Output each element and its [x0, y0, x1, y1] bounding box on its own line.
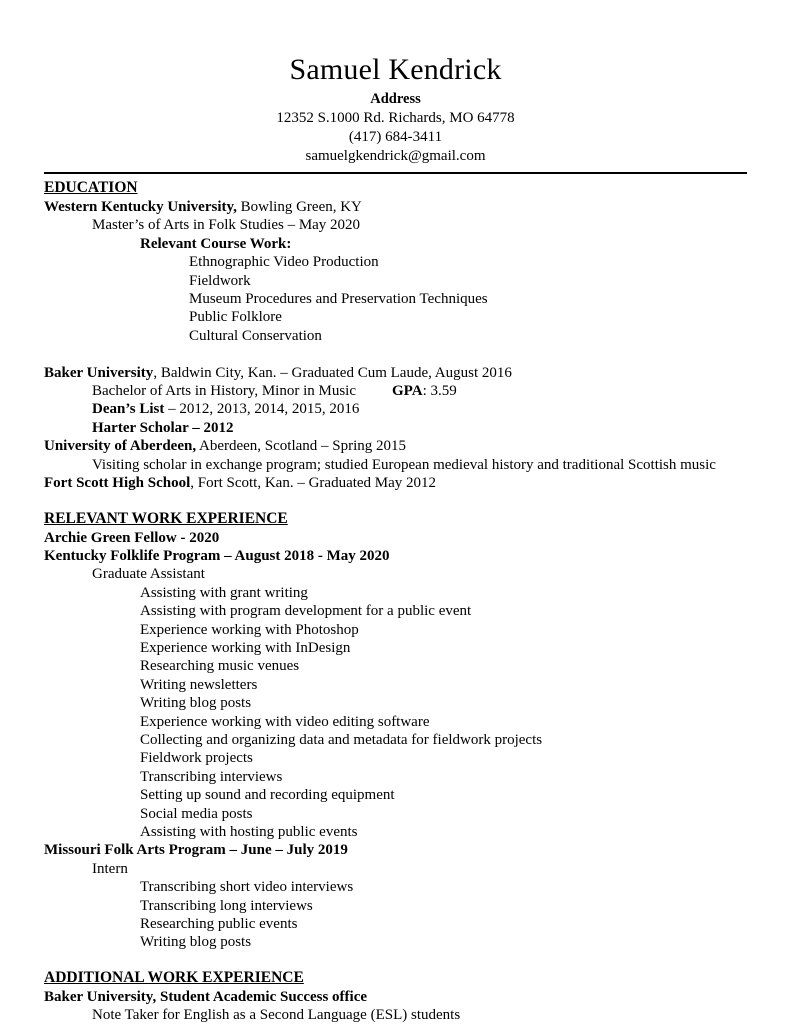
line-text: Cultural Conservation	[189, 327, 322, 344]
line-text: Transcribing short video interviews	[140, 879, 354, 896]
resume-line	[44, 841, 747, 859]
resume-line	[92, 216, 747, 234]
resume-line	[92, 456, 747, 474]
line-text: Visiting scholar in exchange program; studied European medieval history and traditional Scottish music	[92, 456, 716, 473]
resume-line	[140, 897, 747, 915]
line-text: Museum Procedures and Preservation Techniques	[189, 291, 488, 308]
line-text: Graduate Assistant	[92, 566, 205, 583]
line-text: Writing newsletters	[140, 676, 258, 693]
header-divider	[44, 172, 747, 174]
line-text: Transcribing interviews	[140, 768, 283, 785]
line-text: Aberdeen, Scotland – Spring 2015	[196, 438, 407, 455]
line-emphasis: Harter Scholar – 2012	[92, 419, 234, 436]
resume-sections	[44, 178, 747, 1025]
resume-line	[189, 253, 747, 271]
gpa-value: GPA: 3.59	[392, 383, 457, 400]
line-text: Writing blog posts	[140, 934, 252, 951]
phone-line: (417) 684-3411	[348, 129, 443, 145]
resume-line	[140, 768, 747, 786]
line-text: Bowling Green, KY	[236, 199, 362, 215]
line-emphasis: Fort Scott High School	[44, 475, 191, 492]
resume-line	[140, 235, 747, 253]
resume-line	[92, 565, 747, 583]
line-text: Master’s of Arts in Folk Studies – May 2020	[92, 217, 361, 234]
line-text: Fieldwork projects	[140, 750, 253, 767]
line-text: Note Taker for English as a Second Language (ESL) students	[92, 1007, 461, 1024]
resume-line	[92, 1006, 747, 1024]
resume-line	[140, 694, 747, 712]
line-text: Writing blog posts	[140, 695, 252, 712]
resume-line	[140, 786, 747, 804]
line-emphasis: Western Kentucky University,	[44, 199, 237, 215]
line-emphasis: Kentucky Folklife Program – August 2018 - May 2020	[44, 547, 390, 564]
resume-line	[92, 419, 747, 437]
line-text: Experience working with Photoshop	[140, 621, 359, 638]
line-emphasis: Relevant Course Work:	[140, 235, 292, 252]
section-spacer	[44, 952, 747, 966]
line-text: Experience working with InDesign	[140, 639, 351, 656]
resume-line	[189, 272, 747, 290]
resume-line	[140, 805, 747, 823]
section-heading: ADDITIONAL WORK EXPERIENCE	[44, 968, 304, 986]
line-text: Public Folklore	[189, 309, 282, 326]
resume-line	[189, 308, 747, 326]
line-text: Assisting with grant writing	[140, 584, 308, 601]
line-text: Collecting and organizing data and metadata for fieldwork projects	[140, 731, 543, 748]
line-text: Social media posts	[140, 805, 253, 822]
line-emphasis: Archie Green Fellow - 2020	[44, 529, 220, 546]
line-text: Assisting with hosting public events	[140, 824, 358, 840]
line-text: Experience working with video editing software	[140, 713, 430, 730]
resume-line	[140, 749, 747, 767]
section-spacer	[44, 493, 747, 507]
resume-line	[44, 198, 747, 216]
line-text: Setting up sound and recording equipment	[140, 787, 395, 804]
line-text: Ethnographic Video Production	[189, 254, 379, 271]
resume-line	[140, 584, 747, 602]
line-emphasis: Dean’s List	[92, 401, 165, 418]
line-text: , Fort Scott, Kan. – Graduated May 2012	[190, 475, 437, 492]
resume-line	[44, 529, 747, 547]
page-title: Samuel Kendrick	[289, 53, 502, 86]
resume-line	[92, 382, 747, 400]
resume-line	[140, 602, 747, 620]
resume-line	[140, 915, 747, 933]
line-text: Intern	[92, 860, 128, 877]
email-line: samuelgkendrick@gmail.com	[305, 148, 486, 164]
line-text: Assisting with program development for a public event	[140, 603, 472, 620]
resume-line	[189, 290, 747, 308]
resume-line	[44, 474, 747, 492]
line-emphasis: University of Aberdeen,	[44, 438, 197, 455]
line-text: Researching public events	[140, 916, 298, 933]
resume-line	[189, 327, 747, 345]
resume-line	[44, 988, 747, 1006]
line-text	[44, 346, 48, 362]
line-text: – 2012, 2013, 2014, 2015, 2016	[164, 401, 360, 418]
line-text: , Baldwin City, Kan. – Graduated Cum Laude, August 2016	[153, 364, 512, 381]
resume-line	[92, 400, 747, 418]
line-spacer	[44, 345, 747, 363]
section-heading: EDUCATION	[44, 179, 138, 196]
resume-line	[140, 657, 747, 675]
line-text: Researching music venues	[140, 658, 300, 675]
resume-line	[140, 676, 747, 694]
line-text: Fieldwork	[189, 272, 251, 289]
resume-line	[140, 621, 747, 639]
resume-line	[140, 823, 747, 841]
resume-line	[140, 639, 747, 657]
degree-text: Bachelor of Arts in History, Minor in Music	[92, 383, 357, 400]
resume-line	[140, 713, 747, 731]
resume-line	[140, 933, 747, 951]
line-emphasis: Baker University, Student Academic Success office	[44, 988, 368, 1005]
address-line: 12352 S.1000 Rd. Richards, MO 64778	[276, 110, 515, 126]
line-emphasis: Baker University	[44, 364, 154, 381]
section-heading: RELEVANT WORK EXPERIENCE	[44, 509, 288, 527]
resume-line	[92, 860, 747, 878]
resume-line	[44, 437, 747, 455]
line-emphasis: Missouri Folk Arts Program – June – July 2019	[44, 842, 348, 859]
resume-line	[140, 731, 747, 749]
address-label: Address	[370, 91, 421, 107]
line-text: Transcribing long interviews	[140, 897, 313, 914]
resume-line	[44, 547, 747, 565]
resume-line	[44, 364, 747, 382]
resume-line	[140, 878, 747, 896]
